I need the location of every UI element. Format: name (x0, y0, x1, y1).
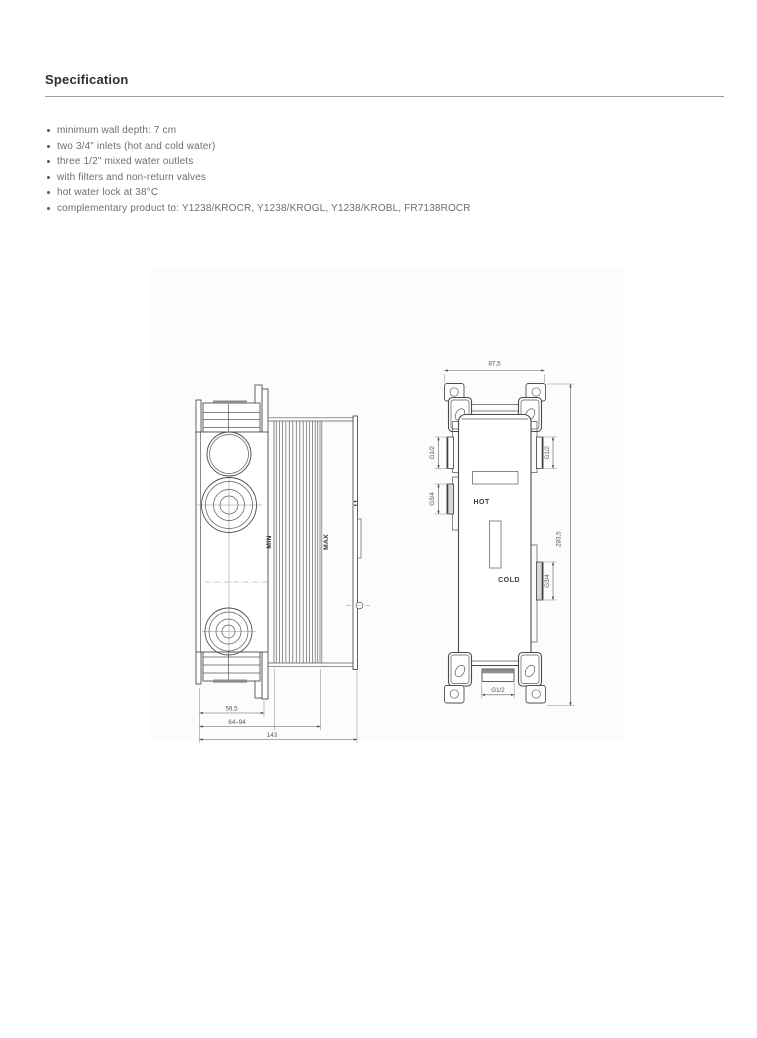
screw-hole (532, 388, 540, 396)
dim-front-to-plate: 59,5 (225, 705, 238, 713)
page-title: Specification (45, 72, 129, 87)
spec-bullet-text: three 1/2" mixed water outlets (57, 156, 194, 168)
outlet-mid-left-nub (447, 484, 454, 514)
dim-outlet-mid-right: G3/4 (544, 574, 552, 588)
min-depth-label: MIN (266, 535, 273, 549)
spec-bullet-item (47, 185, 471, 201)
hot-label: HOT (473, 499, 490, 506)
spec-bullet-text: minimum wall depth: 7 cm (57, 125, 177, 137)
technical-drawing (150, 260, 650, 750)
screw-hole (450, 388, 458, 396)
dim-adjustment-range: 64–94 (228, 719, 246, 726)
spec-bullet-item (47, 123, 471, 139)
dim-inlet-top-left: G1/2 (428, 445, 436, 460)
max-depth-label: MAX (323, 533, 330, 551)
spec-bullet-text: two 3/4" inlets (hot and cold water) (57, 140, 216, 152)
spec-bullet-list (47, 123, 471, 216)
bullet-dot-icon (47, 129, 50, 132)
heading-divider (45, 96, 724, 97)
spec-bullet-text: hot water lock at 38°C (57, 187, 159, 199)
dim-outlet-mid-left: G3/4 (428, 492, 436, 506)
spec-bullet-item (47, 201, 471, 217)
spec-bullet-item (47, 154, 471, 170)
label-window (473, 472, 519, 485)
dim-total-height: 283,5 (555, 531, 563, 547)
bullet-dot-icon (47, 207, 50, 210)
bullet-dot-icon (47, 191, 50, 194)
outlet-bottom-nub (482, 669, 514, 682)
inlet-top-left-nub (447, 437, 454, 469)
dim-bracket-width: 87,5 (488, 360, 501, 368)
valve-body-side (196, 432, 268, 652)
outlet-mid-right-nub (537, 562, 544, 600)
screw-hole (532, 690, 540, 698)
bullet-dot-icon (47, 160, 50, 163)
bullet-dot-icon (47, 145, 50, 148)
spec-bullet-item (47, 139, 471, 155)
bullet-dot-icon (47, 176, 50, 179)
dim-total-depth: 143 (266, 732, 278, 739)
dim-inlet-top-right: G1/2 (544, 445, 552, 460)
spec-bullet-item (47, 170, 471, 186)
screw-hole (450, 690, 458, 698)
cold-label: COLD (498, 577, 520, 584)
spec-bullet-text: complementary product to: Y1238/KROCR, Y1238/KROGL, Y1238/KROBL, FR7138ROCR (57, 202, 471, 214)
inlet-top-right-nub (537, 437, 544, 469)
spec-bullet-text: with filters and non-return valves (57, 171, 207, 183)
dim-outlet-bottom: G1/2 (491, 687, 505, 694)
center-slot (490, 521, 502, 568)
